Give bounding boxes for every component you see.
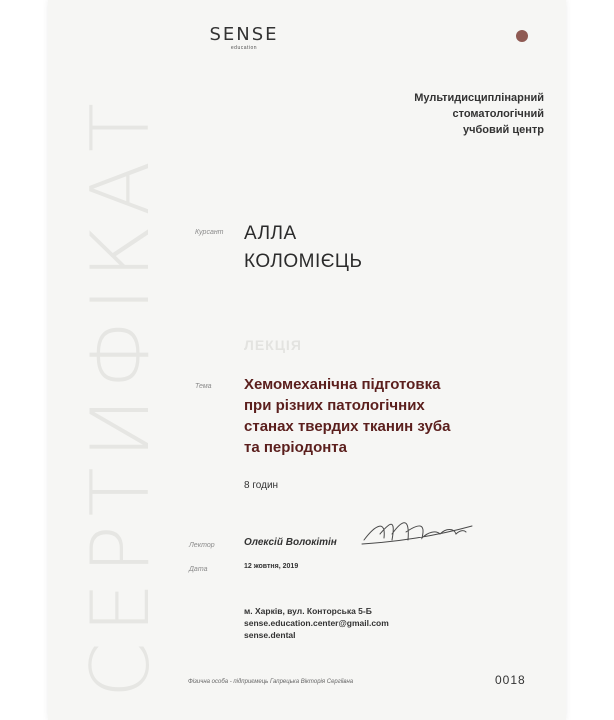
address-line: м. Харків, вул. Конторська 5-Б <box>244 606 372 616</box>
topic-line: Хемомеханічна підготовка <box>244 376 441 393</box>
topic-line: при різних патологічних <box>244 397 425 414</box>
certificate-watermark: СЕРТИФІКАТ <box>74 94 167 698</box>
sense-logo <box>194 24 294 51</box>
website-text: sense.dental <box>244 630 296 640</box>
student-name <box>244 220 362 276</box>
logo-main-text: SENSE <box>209 24 279 45</box>
certificate-sheet <box>48 0 566 720</box>
topic-line: станах твердих тканин зуба <box>244 418 451 435</box>
student-label: Курсант <box>195 229 224 236</box>
certificate-number: 0018 <box>495 673 526 687</box>
footer-entity: Фізична особа - підприємець Гапрецька Вікторія Сергіївна <box>188 679 354 685</box>
date-value: 12 жовтня, 2019 <box>244 563 299 570</box>
center-name <box>318 90 544 138</box>
topic-title <box>244 374 544 458</box>
student-last-name: КОЛОМІЄЦЬ <box>244 251 363 272</box>
lecture-type: ЛЕКЦІЯ <box>244 337 302 353</box>
student-first-name: АЛЛА <box>244 223 297 244</box>
accent-dot-icon <box>516 30 528 42</box>
lecturer-label: Лектор <box>189 542 215 549</box>
signature-image <box>356 514 476 554</box>
address-block <box>244 605 389 641</box>
center-name-line: учбовий центр <box>463 124 544 136</box>
hours: 8 годин <box>244 480 279 491</box>
topic-line: та періодонта <box>244 439 347 456</box>
date-label: Дата <box>189 566 208 573</box>
topic-label: Тема <box>195 383 212 390</box>
logo-sub-text: education <box>230 45 258 51</box>
center-name-line: Мультидисциплінарний <box>414 92 544 104</box>
email-text: sense.education.center@gmail.com <box>244 618 389 628</box>
lecturer-name: Олексій Волокітін <box>244 537 337 548</box>
center-name-line: стоматологічний <box>452 108 544 120</box>
